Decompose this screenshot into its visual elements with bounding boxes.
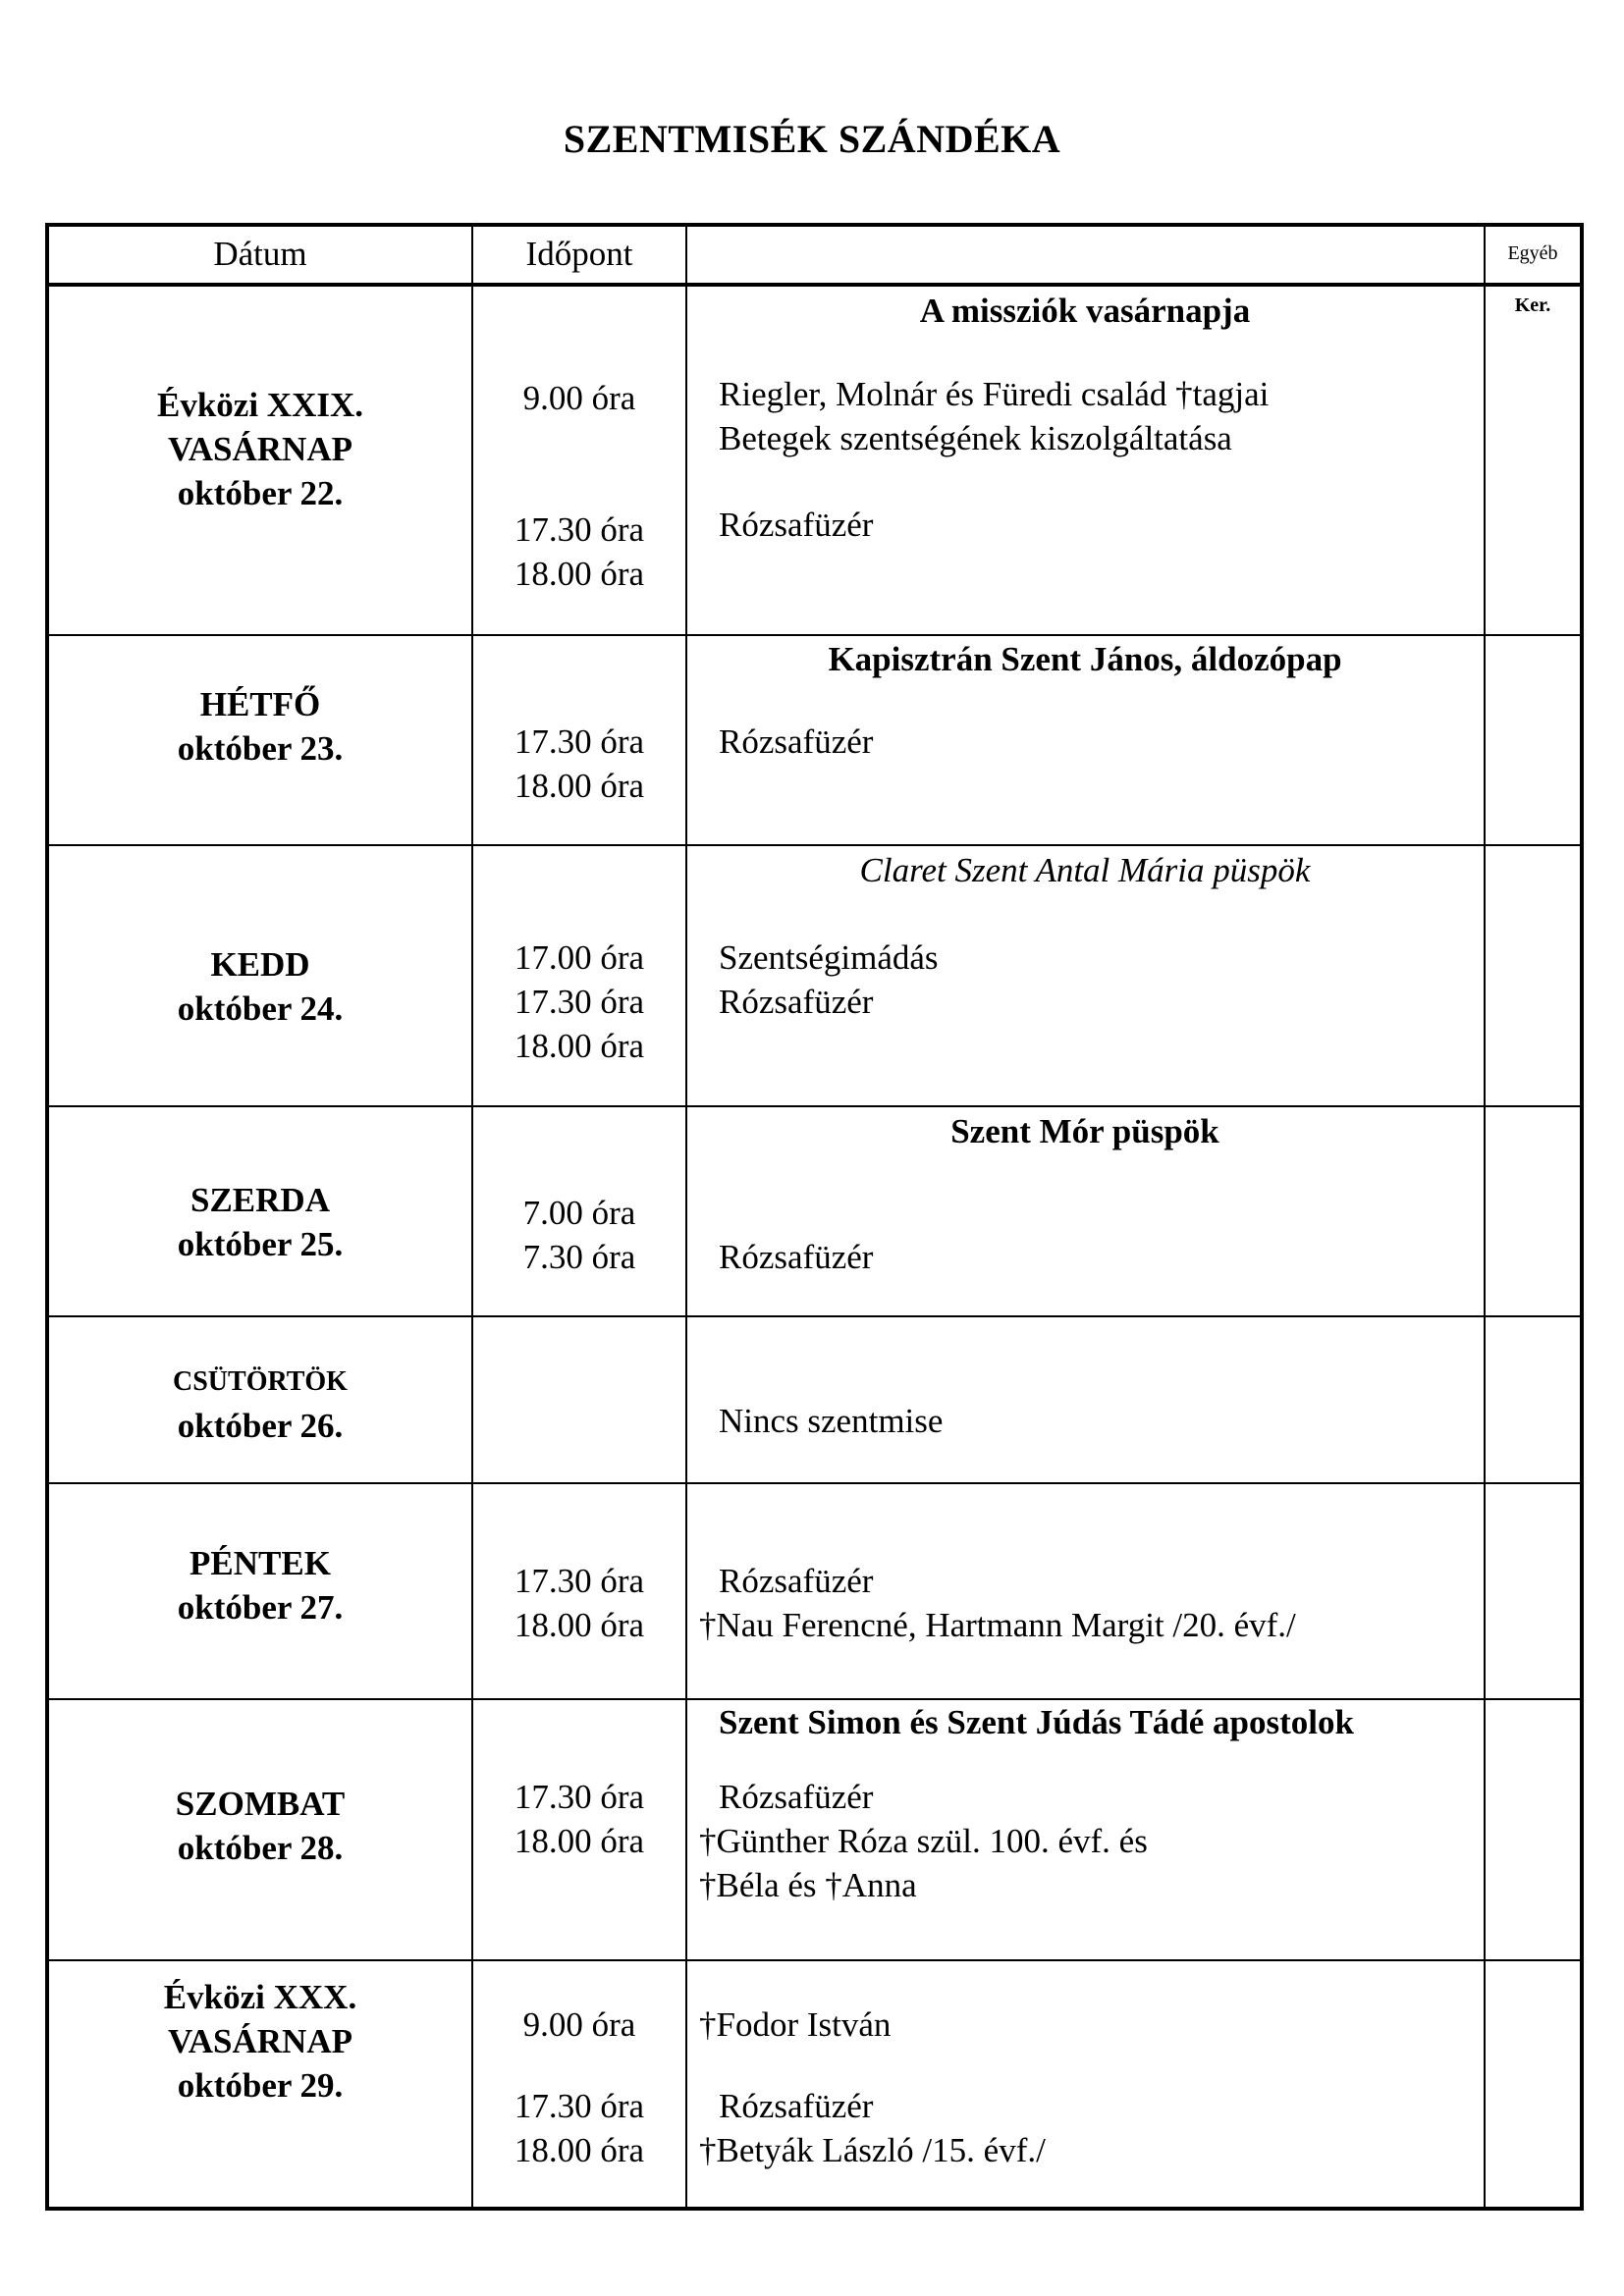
feast-title: A missziók vasárnapja bbox=[919, 292, 1251, 330]
row-divider bbox=[45, 1105, 1584, 1107]
page-title: SZENTMISÉK SZÁNDÉKA bbox=[563, 117, 1061, 161]
row-date bbox=[49, 1360, 471, 1448]
date-line: október 25. bbox=[177, 1225, 344, 1263]
date-line: október 29. bbox=[177, 2066, 344, 2105]
date-line: október 22. bbox=[177, 474, 344, 512]
row-date bbox=[49, 383, 471, 515]
intention: Rózsafüzér bbox=[719, 506, 874, 544]
intention: Rózsafüzér bbox=[719, 1238, 874, 1276]
date-line: SZERDA bbox=[190, 1181, 330, 1219]
row-divider bbox=[45, 1315, 1584, 1317]
intention: †Günther Róza szül. 100. évf. és bbox=[699, 1822, 1148, 1860]
date-line: KEDD bbox=[210, 945, 310, 984]
intention: Rózsafüzér bbox=[719, 983, 874, 1021]
date-line: VASÁRNAP bbox=[168, 2022, 352, 2060]
row-divider bbox=[45, 1482, 1584, 1484]
feast-title: Szent Simon és Szent Júdás Tádé apostolok bbox=[719, 1703, 1354, 1741]
feast-title: Szent Mór püspök bbox=[950, 1112, 1219, 1150]
mass-time: 9.00 óra bbox=[522, 379, 636, 417]
date-line: SZOMBAT bbox=[175, 1785, 346, 1823]
date-line: Évközi XXIX. bbox=[156, 386, 364, 424]
intention: Rózsafüzér bbox=[719, 722, 874, 761]
intention: Szentségimádás bbox=[719, 938, 939, 977]
mass-time: 17.30 óra bbox=[514, 722, 645, 761]
header-date: Dátum bbox=[213, 235, 307, 273]
column-divider bbox=[685, 223, 687, 2211]
date-line: VASÁRNAP bbox=[168, 430, 352, 468]
row-date bbox=[49, 942, 471, 1031]
mass-time: 18.00 óra bbox=[514, 1606, 645, 1644]
header-other: Egyéb bbox=[1507, 242, 1558, 264]
mass-time: 7.00 óra bbox=[522, 1194, 636, 1232]
intention: Rózsafüzér bbox=[719, 1562, 874, 1600]
row-divider bbox=[45, 1959, 1584, 1961]
header-divider bbox=[45, 283, 1584, 287]
intention: †Fodor István bbox=[699, 2005, 892, 2044]
mass-time: 18.00 óra bbox=[514, 2131, 645, 2169]
mass-time: 18.00 óra bbox=[514, 767, 645, 805]
feast-title: Kapisztrán Szent János, áldozópap bbox=[828, 640, 1342, 678]
intention: †Béla és †Anna bbox=[699, 1866, 917, 1904]
row-divider bbox=[45, 844, 1584, 846]
mass-time: 18.00 óra bbox=[514, 1027, 645, 1065]
row-date bbox=[49, 1178, 471, 1266]
mass-time: 17.30 óra bbox=[514, 1778, 645, 1816]
intention: Nincs szentmise bbox=[719, 1402, 944, 1440]
date-line: PÉNTEK bbox=[189, 1544, 331, 1582]
row-date bbox=[49, 1975, 471, 2108]
date-line: Évközi XXX. bbox=[163, 1978, 357, 2016]
mass-time: 17.30 óra bbox=[514, 510, 645, 549]
intention: Riegler, Molnár és Füredi család †tagjai bbox=[719, 375, 1270, 413]
date-line: CSÜTÖRTÖK bbox=[173, 1366, 348, 1397]
header-time: Időpont bbox=[525, 235, 633, 273]
mass-time: 17.30 óra bbox=[514, 2087, 645, 2125]
mass-time: 18.00 óra bbox=[514, 1822, 645, 1860]
mass-time: 17.30 óra bbox=[514, 983, 645, 1021]
row-divider bbox=[45, 634, 1584, 636]
mass-time: 17.30 óra bbox=[514, 1562, 645, 1600]
feast-title: Claret Szent Antal Mária püspök bbox=[859, 851, 1311, 889]
date-line: október 24. bbox=[177, 989, 344, 1028]
row-date bbox=[49, 1782, 471, 1870]
intention: Betegek szentségének kiszolgáltatása bbox=[719, 419, 1232, 457]
date-line: október 26. bbox=[177, 1407, 344, 1445]
mass-time: 18.00 óra bbox=[514, 555, 645, 593]
column-divider bbox=[1484, 223, 1486, 2211]
intention: †Nau Ferencné, Hartmann Margit /20. évf./ bbox=[699, 1606, 1296, 1644]
date-line: október 27. bbox=[177, 1588, 344, 1627]
date-line: október 28. bbox=[177, 1829, 344, 1867]
date-line: HÉTFŐ bbox=[199, 685, 321, 723]
row-date bbox=[49, 682, 471, 771]
intention: Rózsafüzér bbox=[719, 2087, 874, 2125]
intention: Rózsafüzér bbox=[719, 1778, 874, 1816]
mass-time: 9.00 óra bbox=[522, 2005, 636, 2044]
header-other-sub: Ker. bbox=[1514, 294, 1551, 316]
intention: †Betyák László /15. évf./ bbox=[699, 2131, 1046, 2169]
row-date bbox=[49, 1541, 471, 1629]
mass-time: 7.30 óra bbox=[522, 1238, 636, 1276]
date-line: október 23. bbox=[177, 729, 344, 768]
mass-time: 17.00 óra bbox=[514, 938, 645, 977]
